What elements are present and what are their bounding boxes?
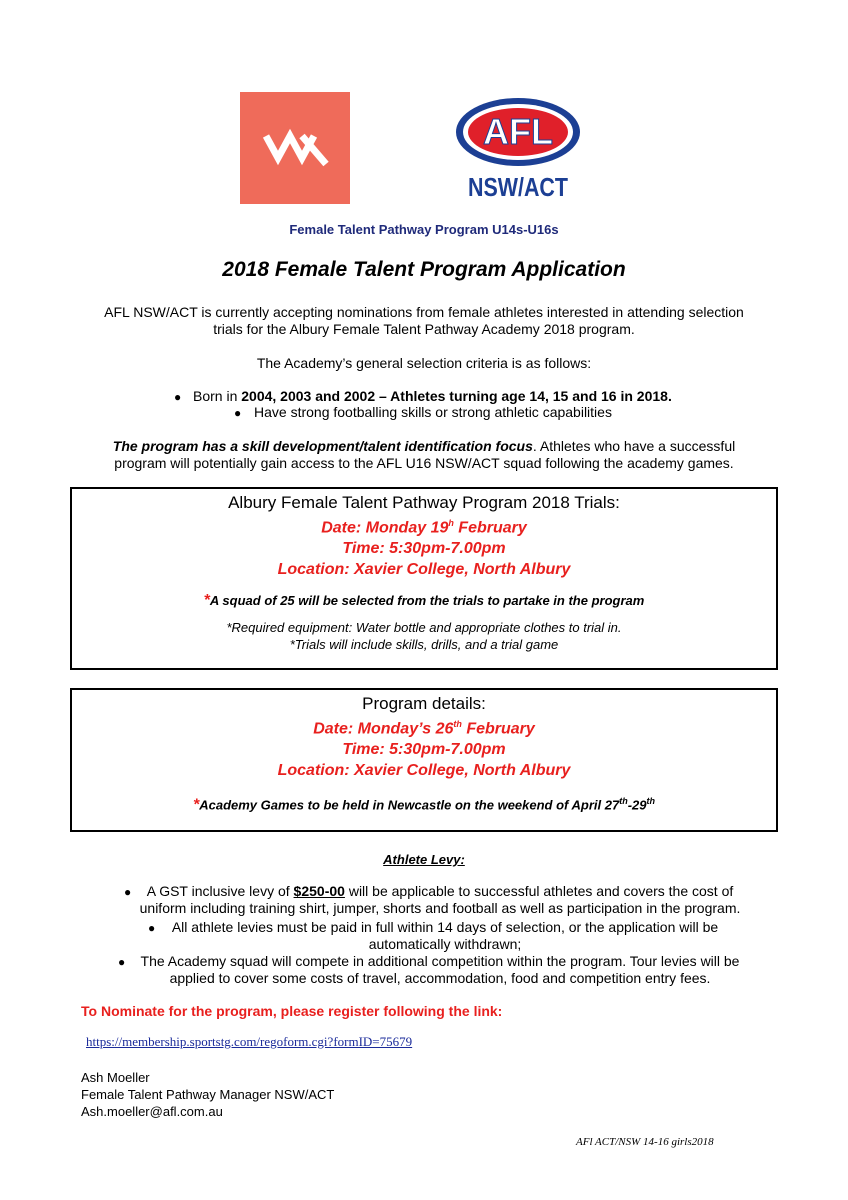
program-time: Time: 5:30pm-7.00pm	[342, 741, 506, 759]
page-title: 2018 Female Talent Program Application	[222, 258, 626, 281]
trials-note-text: A squad of 25 will be selected from the trials to partake in the program	[209, 593, 645, 609]
levy-item-2-line2: automatically withdrawn;	[368, 936, 522, 952]
trials-includes: *Trials will include skills, drills, and a trial game	[289, 637, 559, 653]
focus-paragraph	[0, 438, 848, 472]
program-heading: Program details:	[362, 694, 486, 713]
program-location: Location: Xavier College, North Albury	[277, 762, 571, 780]
program-subtitle: Female Talent Pathway Program U14s-U16s	[289, 222, 559, 237]
nominate-instruction: To Nominate for the program, please register following the link:	[81, 1003, 503, 1019]
trials-date	[72, 513, 776, 538]
bullet-icon: ●	[118, 955, 126, 969]
levy-heading: Athlete Levy:	[383, 852, 465, 867]
afl-logo-text: AFL	[483, 111, 553, 152]
levy-item-2	[120, 919, 770, 953]
focus-bold: The program has a skill development/talent identification focus	[112, 438, 533, 454]
levy-item-2-line1: All athlete levies must be paid in full within 14 days of selection, or the application will be	[171, 919, 719, 935]
afl-logo-subtext: NSW/ACT	[468, 172, 569, 202]
footer-reference: AFl ACT/NSW 14-16 girls2018	[576, 1136, 714, 1148]
criteria-item-2: Have strong footballing skills or strong athletic capabilities	[254, 404, 612, 420]
criteria-item-1	[193, 388, 672, 405]
criteria-intro: The Academy’s general selection criteria is as follows:	[256, 355, 592, 371]
signature-email: Ash.moeller@afl.com.au	[81, 1104, 223, 1119]
afl-logo	[450, 92, 586, 208]
levy-item-3	[100, 953, 780, 987]
intro-line2: trials for the Albury Female Talent Pathway Academy 2018 program.	[213, 321, 635, 337]
trials-date-sup: h	[448, 518, 454, 528]
criteria-item-1-text: Born in	[193, 388, 242, 404]
program-date	[72, 714, 776, 739]
levy-item-1-rest: will be applicable to successful athletes and covers the cost of	[344, 883, 734, 899]
program-note-mid: -29	[627, 797, 647, 813]
program-date-text: Date: Monday’s 26	[313, 720, 454, 738]
signature-block	[81, 1069, 334, 1120]
intro-org: AFL NSW/ACT	[104, 304, 198, 320]
signature-name: Ash Moeller	[81, 1070, 150, 1085]
program-note	[72, 793, 776, 813]
levy-item-1-text: A GST inclusive levy of	[146, 883, 294, 899]
levy-item-1-line2: uniform including training shirt, jumper, shorts and football as well as participation in the program.	[139, 900, 741, 916]
levy-item-3-line2: applied to cover some costs of travel, accommodation, food and competition entry fees.	[169, 970, 711, 986]
levy-amount: $250-00	[293, 883, 345, 899]
focus-line2: program will potentially gain access to the AFL U16 NSW/ACT squad following the academy games.	[114, 455, 734, 471]
asterisk-icon: *	[203, 592, 210, 610]
program-date-sup: th	[453, 719, 462, 729]
trials-date-text: Date: Monday 19	[321, 519, 449, 537]
focus-line1: . Athletes who have a successful	[532, 438, 736, 454]
trials-box	[70, 487, 778, 670]
program-box	[70, 688, 778, 832]
bullet-icon: ●	[124, 885, 132, 899]
signature-role: Female Talent Pathway Manager NSW/ACT	[81, 1087, 335, 1102]
program-note-sup1: th	[619, 796, 628, 807]
bullet-icon: ●	[174, 390, 182, 404]
program-date-month: February	[461, 720, 535, 738]
levy-item-1	[100, 883, 780, 917]
trials-heading: Albury Female Talent Pathway Program 2018 Trials:	[228, 493, 620, 512]
trials-time: Time: 5:30pm-7.00pm	[342, 540, 506, 558]
levy-item-3-line1: The Academy squad will compete in additional competition within the program. Tour levies will be	[140, 953, 740, 969]
program-note-text: Academy Games to be held in Newcastle on the weekend of April 27	[199, 797, 620, 813]
intro-line1: is currently accepting nominations from female athletes interested in attending selection	[197, 304, 744, 320]
intro-paragraph	[0, 304, 848, 338]
asterisk-icon: *	[192, 796, 200, 814]
w-logo-mark	[240, 92, 350, 204]
w-logo	[240, 92, 350, 204]
bullet-icon: ●	[234, 406, 242, 420]
bullet-icon: ●	[148, 921, 156, 935]
trials-date-month: February	[453, 519, 527, 537]
afl-logo-mark	[450, 92, 586, 208]
program-note-sup2: th	[646, 796, 655, 807]
registration-link[interactable]: https://membership.sportstg.com/regoform.cgi?formID=75679	[86, 1034, 413, 1049]
trials-equipment: *Required equipment: Water bottle and appropriate clothes to trial in.	[226, 620, 622, 636]
criteria-item-1-bold: 2004, 2003 and 2002 – Athletes turning age 14, 15 and 16 in 2018.	[241, 388, 672, 404]
trials-location: Location: Xavier College, North Albury	[277, 561, 571, 579]
trials-note	[72, 592, 776, 609]
